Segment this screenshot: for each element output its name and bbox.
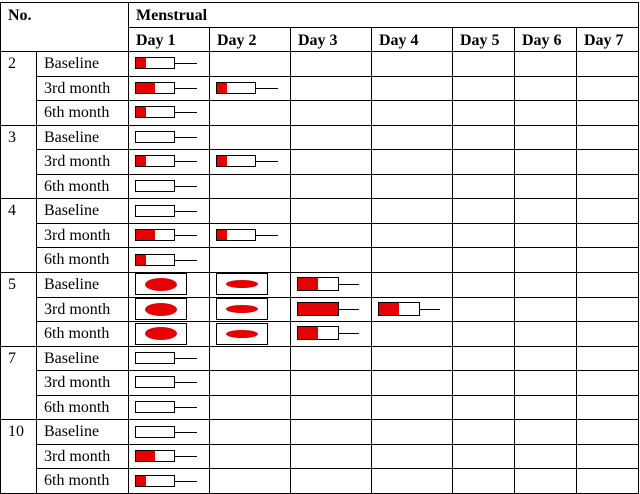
pad-tail [175,211,197,212]
pad-tail [175,358,197,359]
pad-body [135,180,175,192]
pad-tail [175,456,197,457]
timepoint-label: 6th month [44,398,110,416]
pad-body [135,475,175,487]
menstrual-header: Menstrual [136,7,208,24]
clot-blood-ellipse [226,305,258,313]
timepoint-label: 3rd month [44,153,111,171]
pad-body [135,426,175,438]
pad-body [135,131,175,143]
row-separator [36,395,638,396]
pad-blood-fill [136,107,146,117]
timepoint-label: Baseline [44,275,100,293]
row-separator [36,100,638,101]
table-right-border [638,2,639,493]
pad-tail [175,112,197,113]
row-separator [36,444,638,445]
pad-tail [175,88,197,89]
pad-body [297,302,339,316]
row-separator [36,370,638,371]
pad-blood-fill [298,327,318,339]
timepoint-label: Baseline [44,349,100,367]
clot-pictogram [135,298,187,320]
pad-body [135,205,175,217]
timepoint-label: 6th month [44,104,110,122]
pad-body [216,229,256,241]
day-header-5: Day 5 [460,32,500,49]
pad-blood-fill [217,230,227,240]
pad-tail [339,333,359,334]
pad-tail [175,235,197,236]
pad-tail [175,407,197,408]
pad-body [135,155,175,167]
group-separator [0,346,638,347]
timepoint-label: 6th month [44,325,110,343]
pad-body [135,82,175,94]
pad-blood-fill [136,156,146,166]
timepoint-label: Baseline [44,128,100,146]
patient-number: 7 [8,349,16,367]
pad-body [135,450,175,462]
timepoint-label: 3rd month [44,374,111,392]
clot-blood-ellipse [145,278,177,291]
clot-blood-ellipse [226,280,258,288]
pad-tail [175,161,197,162]
row-separator [36,247,638,248]
timepoint-label: 3rd month [44,79,111,97]
day-header-4: Day 4 [379,32,419,49]
clot-pictogram [135,323,187,345]
pad-body [297,326,339,340]
clot-blood-ellipse [226,330,258,338]
timepoint-label: 6th month [44,251,110,269]
pad-body [135,376,175,388]
group-separator [0,419,638,420]
pad-blood-fill [136,230,155,240]
pad-tail [256,161,278,162]
clot-pictogram [216,273,268,295]
day-header-6: Day 6 [522,32,562,49]
patient-number: 2 [8,55,16,72]
timepoint-label: Baseline [44,55,100,72]
pad-blood-fill [217,156,227,166]
patient-number: 5 [8,275,16,293]
column-divider [290,27,291,493]
clot-pictogram [135,273,187,295]
no-column-header: No. [8,7,32,24]
pad-tail [339,284,359,285]
pad-blood-fill [379,303,399,315]
column-divider [452,27,453,493]
clot-blood-ellipse [145,327,177,340]
row-separator [36,174,638,175]
pad-blood-fill [298,303,338,315]
pad-blood-fill [136,83,155,93]
group-separator [0,198,638,199]
pad-body [135,352,175,364]
pad-body [135,106,175,118]
pad-blood-fill [136,58,146,68]
clot-pictogram [216,323,268,345]
patient-number: 3 [8,128,16,146]
row-separator [36,76,638,77]
row-separator [36,149,638,150]
pad-blood-fill [217,83,227,93]
timepoint-label: 3rd month [44,226,111,244]
day-header-1: Day 1 [136,32,176,49]
pad-body [135,254,175,266]
row-separator [36,297,638,298]
pad-tail [256,235,278,236]
timepoint-label: 3rd month [44,300,111,318]
pad-tail [175,260,197,261]
day-header-3: Day 3 [298,32,338,49]
pad-blood-fill [298,278,318,290]
pad-tail [175,186,197,187]
pad-body [216,82,256,94]
pad-blood-fill [136,476,146,486]
column-divider [371,27,372,493]
group-separator [0,272,638,273]
pad-body [135,401,175,413]
day-header-2: Day 2 [217,32,257,49]
pad-tail [175,63,197,64]
patient-number: 10 [8,423,24,441]
timepoint-label: Baseline [44,423,100,441]
day-header-7: Day 7 [584,32,624,49]
group-separator [0,125,638,126]
column-divider [514,27,515,493]
clot-pictogram [216,298,268,320]
timepoint-label: 6th month [44,472,110,490]
header-bottom-border [0,51,639,52]
row-separator [36,321,638,322]
timepoint-label: Baseline [44,202,100,220]
pad-body [378,302,420,316]
pad-tail [175,382,197,383]
pad-body [216,155,256,167]
row-separator [36,223,638,224]
pad-body [135,57,175,69]
pad-tail [175,137,197,138]
row-separator [36,468,638,469]
clot-blood-ellipse [145,303,177,316]
timepoint-label: 6th month [44,177,110,195]
pad-body [135,229,175,241]
column-divider [209,27,210,493]
patient-number: 4 [8,202,16,220]
pad-tail [339,309,359,310]
pad-body [297,277,339,291]
pad-tail [175,481,197,482]
timepoint-label: 3rd month [44,447,111,465]
pad-blood-fill [136,255,146,265]
column-divider [576,27,577,493]
pad-tail [175,432,197,433]
table-top-border [0,2,639,3]
pad-tail [420,309,440,310]
header-day-separator [128,27,638,28]
pad-blood-fill [136,451,155,461]
pad-tail [256,88,278,89]
